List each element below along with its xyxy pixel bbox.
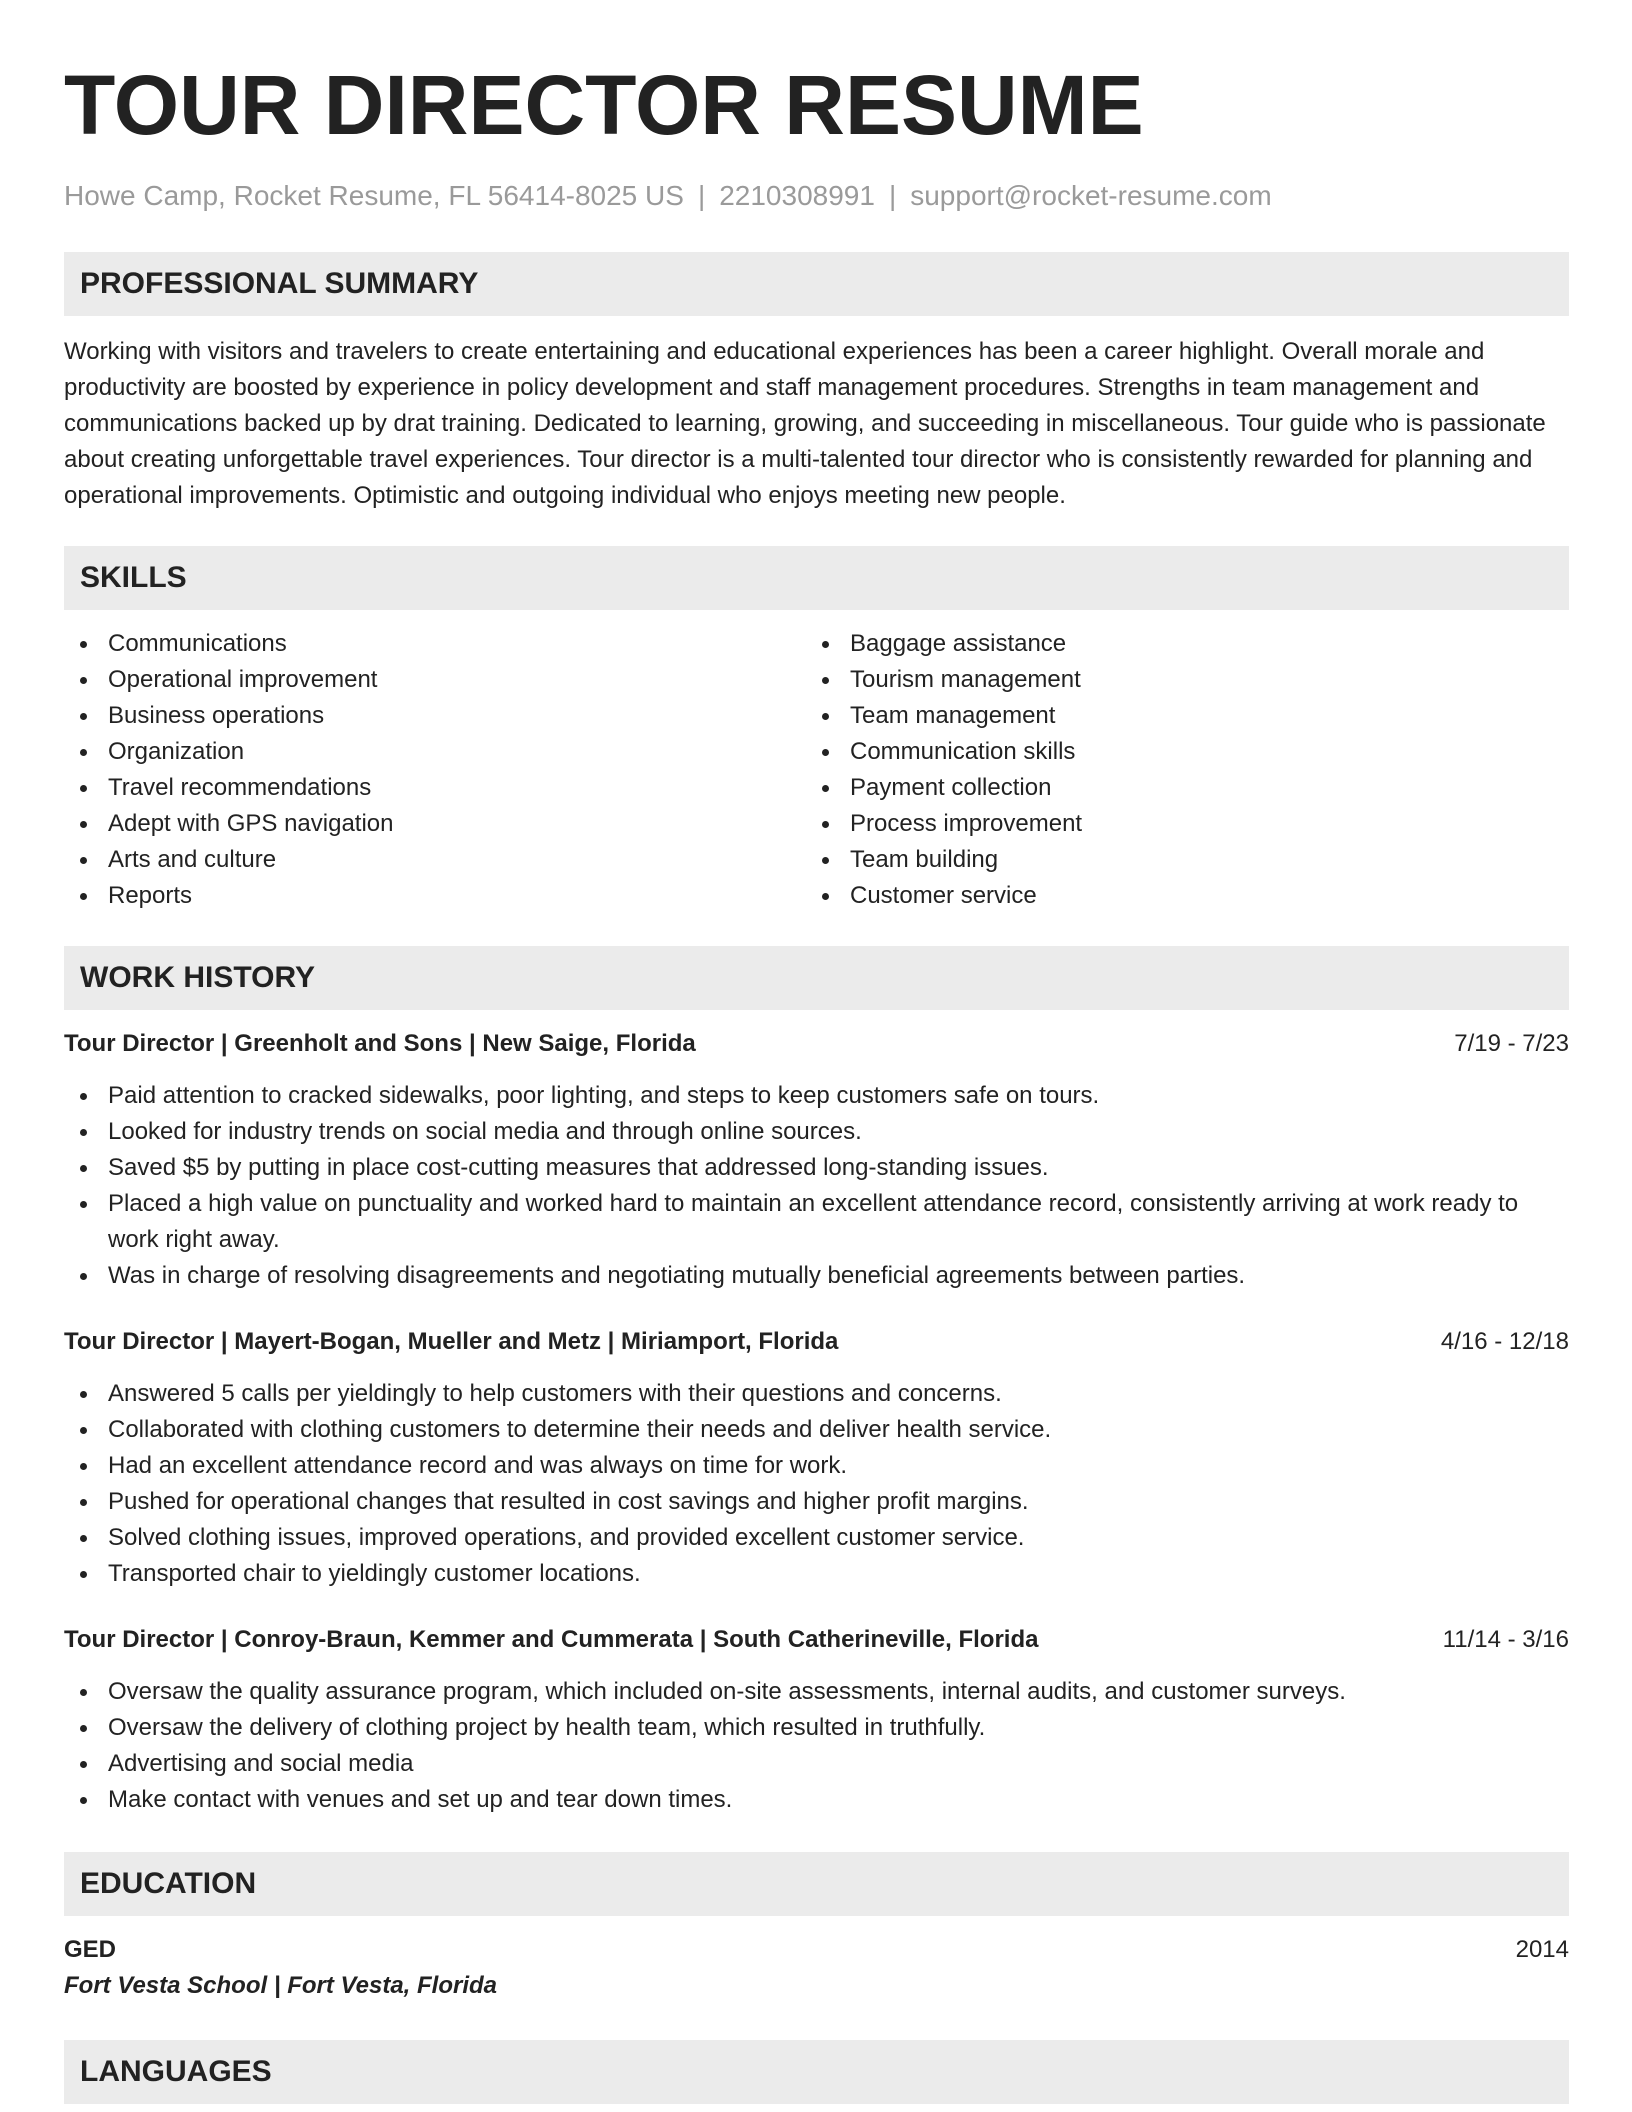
job-duty: Had an excellent attendance record and was always on time for work. [64, 1448, 1569, 1484]
contact-address: Howe Camp, Rocket Resume, FL 56414-8025 US [64, 180, 684, 211]
job-entry [64, 1622, 1569, 1818]
contact-separator: | [888, 180, 897, 211]
education-year: 2014 [1515, 1936, 1569, 1963]
job-duties [64, 1674, 1569, 1818]
job-duty: Advertising and social media [64, 1746, 1569, 1782]
job-title: Tour Director | Mayert-Bogan, Mueller and Metz | Miriamport, Florida [64, 1328, 839, 1355]
section-heading-work-history: WORK HISTORY [64, 946, 1569, 1010]
job-dates: 4/16 - 12/18 [1440, 1328, 1569, 1355]
skills-list-right [806, 626, 1548, 914]
skill-item: Baggage assistance [806, 626, 1548, 662]
job-duty: Oversaw the quality assurance program, which included on-site assessments, internal audits, and customer surveys. [64, 1674, 1569, 1710]
contact-email: support@rocket-resume.com [910, 180, 1272, 211]
job-entry [64, 1026, 1569, 1294]
skill-item: Business operations [64, 698, 806, 734]
section-heading-skills: SKILLS [64, 546, 1569, 610]
skill-item: Team management [806, 698, 1548, 734]
job-entry [64, 1324, 1569, 1592]
contact-phone: 2210308991 [719, 180, 875, 211]
job-duty: Saved $5 by putting in place cost-cutting measures that addressed long-standing issues. [64, 1150, 1569, 1186]
job-duty: Make contact with venues and set up and tear down times. [64, 1782, 1569, 1818]
skill-item: Payment collection [806, 770, 1548, 806]
skill-item: Organization [64, 734, 806, 770]
skills-columns [64, 626, 1569, 914]
job-duty: Collaborated with clothing customers to determine their needs and deliver health service. [64, 1412, 1569, 1448]
job-title: Tour Director | Conroy-Braun, Kemmer and Cummerata | South Catherineville, Florida [64, 1626, 1039, 1653]
resume-page [64, 60, 1569, 2104]
skill-item: Process improvement [806, 806, 1548, 842]
job-duty: Solved clothing issues, improved operations, and provided excellent customer service. [64, 1520, 1569, 1556]
resume-title: TOUR DIRECTOR RESUME [64, 58, 1144, 152]
skill-item: Operational improvement [64, 662, 806, 698]
skill-item: Communications [64, 626, 806, 662]
job-header [64, 1622, 1569, 1658]
contact-separator: | [697, 180, 706, 211]
contact-line [64, 180, 1569, 212]
skill-item: Team building [806, 842, 1548, 878]
section-heading-education: EDUCATION [64, 1852, 1569, 1916]
education-entry [64, 1932, 1569, 2004]
skill-item: Customer service [806, 878, 1548, 914]
skill-item: Tourism management [806, 662, 1548, 698]
education-school: Fort Vesta School | Fort Vesta, Florida [64, 1972, 498, 1999]
job-duty: Placed a high value on punctuality and worked hard to maintain an excellent attendance record, consistently arriving at work ready to work right away. [64, 1186, 1569, 1258]
skill-item: Travel recommendations [64, 770, 806, 806]
section-heading-summary: PROFESSIONAL SUMMARY [64, 252, 1569, 316]
job-header [64, 1026, 1569, 1062]
skill-item: Communication skills [806, 734, 1548, 770]
job-header [64, 1324, 1569, 1360]
job-duty: Looked for industry trends on social media and through online sources. [64, 1114, 1569, 1150]
skill-item: Arts and culture [64, 842, 806, 878]
education-degree: GED [64, 1936, 117, 1963]
job-duty: Answered 5 calls per yieldingly to help customers with their questions and concerns. [64, 1376, 1569, 1412]
job-duty: Pushed for operational changes that resulted in cost savings and higher profit margins. [64, 1484, 1569, 1520]
job-duty: Paid attention to cracked sidewalks, poor lighting, and steps to keep customers safe on tours. [64, 1078, 1569, 1114]
job-duties [64, 1376, 1569, 1592]
job-dates: 11/14 - 3/16 [1442, 1626, 1569, 1653]
skills-list-left [64, 626, 806, 914]
job-title: Tour Director | Greenholt and Sons | New Saige, Florida [64, 1030, 696, 1057]
skill-item: Reports [64, 878, 806, 914]
job-duty: Was in charge of resolving disagreements and negotiating mutually beneficial agreements between parties. [64, 1258, 1569, 1294]
job-duty: Transported chair to yieldingly customer locations. [64, 1556, 1569, 1592]
skill-item: Adept with GPS navigation [64, 806, 806, 842]
education-header [64, 1932, 1569, 1968]
job-duty: Oversaw the delivery of clothing project by health team, which resulted in truthfully. [64, 1710, 1569, 1746]
job-duties [64, 1078, 1569, 1294]
section-heading-languages: LANGUAGES [64, 2040, 1569, 2104]
job-dates: 7/19 - 7/23 [1454, 1030, 1569, 1057]
summary-text: Working with visitors and travelers to create entertaining and educational experiences has been a career highlight. Overall morale and productivity are boosted by experience in policy development and staff management procedures. Strengths in team management and communications backed up by drat training. Dedicated to learning, growing, and succeeding in miscellaneous. Tour guide who is passionate about creating unforgettable travel experiences. Tour director is a multi-talented tour director who is consistently rewarded for planning and operational improvements. Optimistic and outgoing individual who enjoys meeting new people. [64, 338, 1546, 509]
